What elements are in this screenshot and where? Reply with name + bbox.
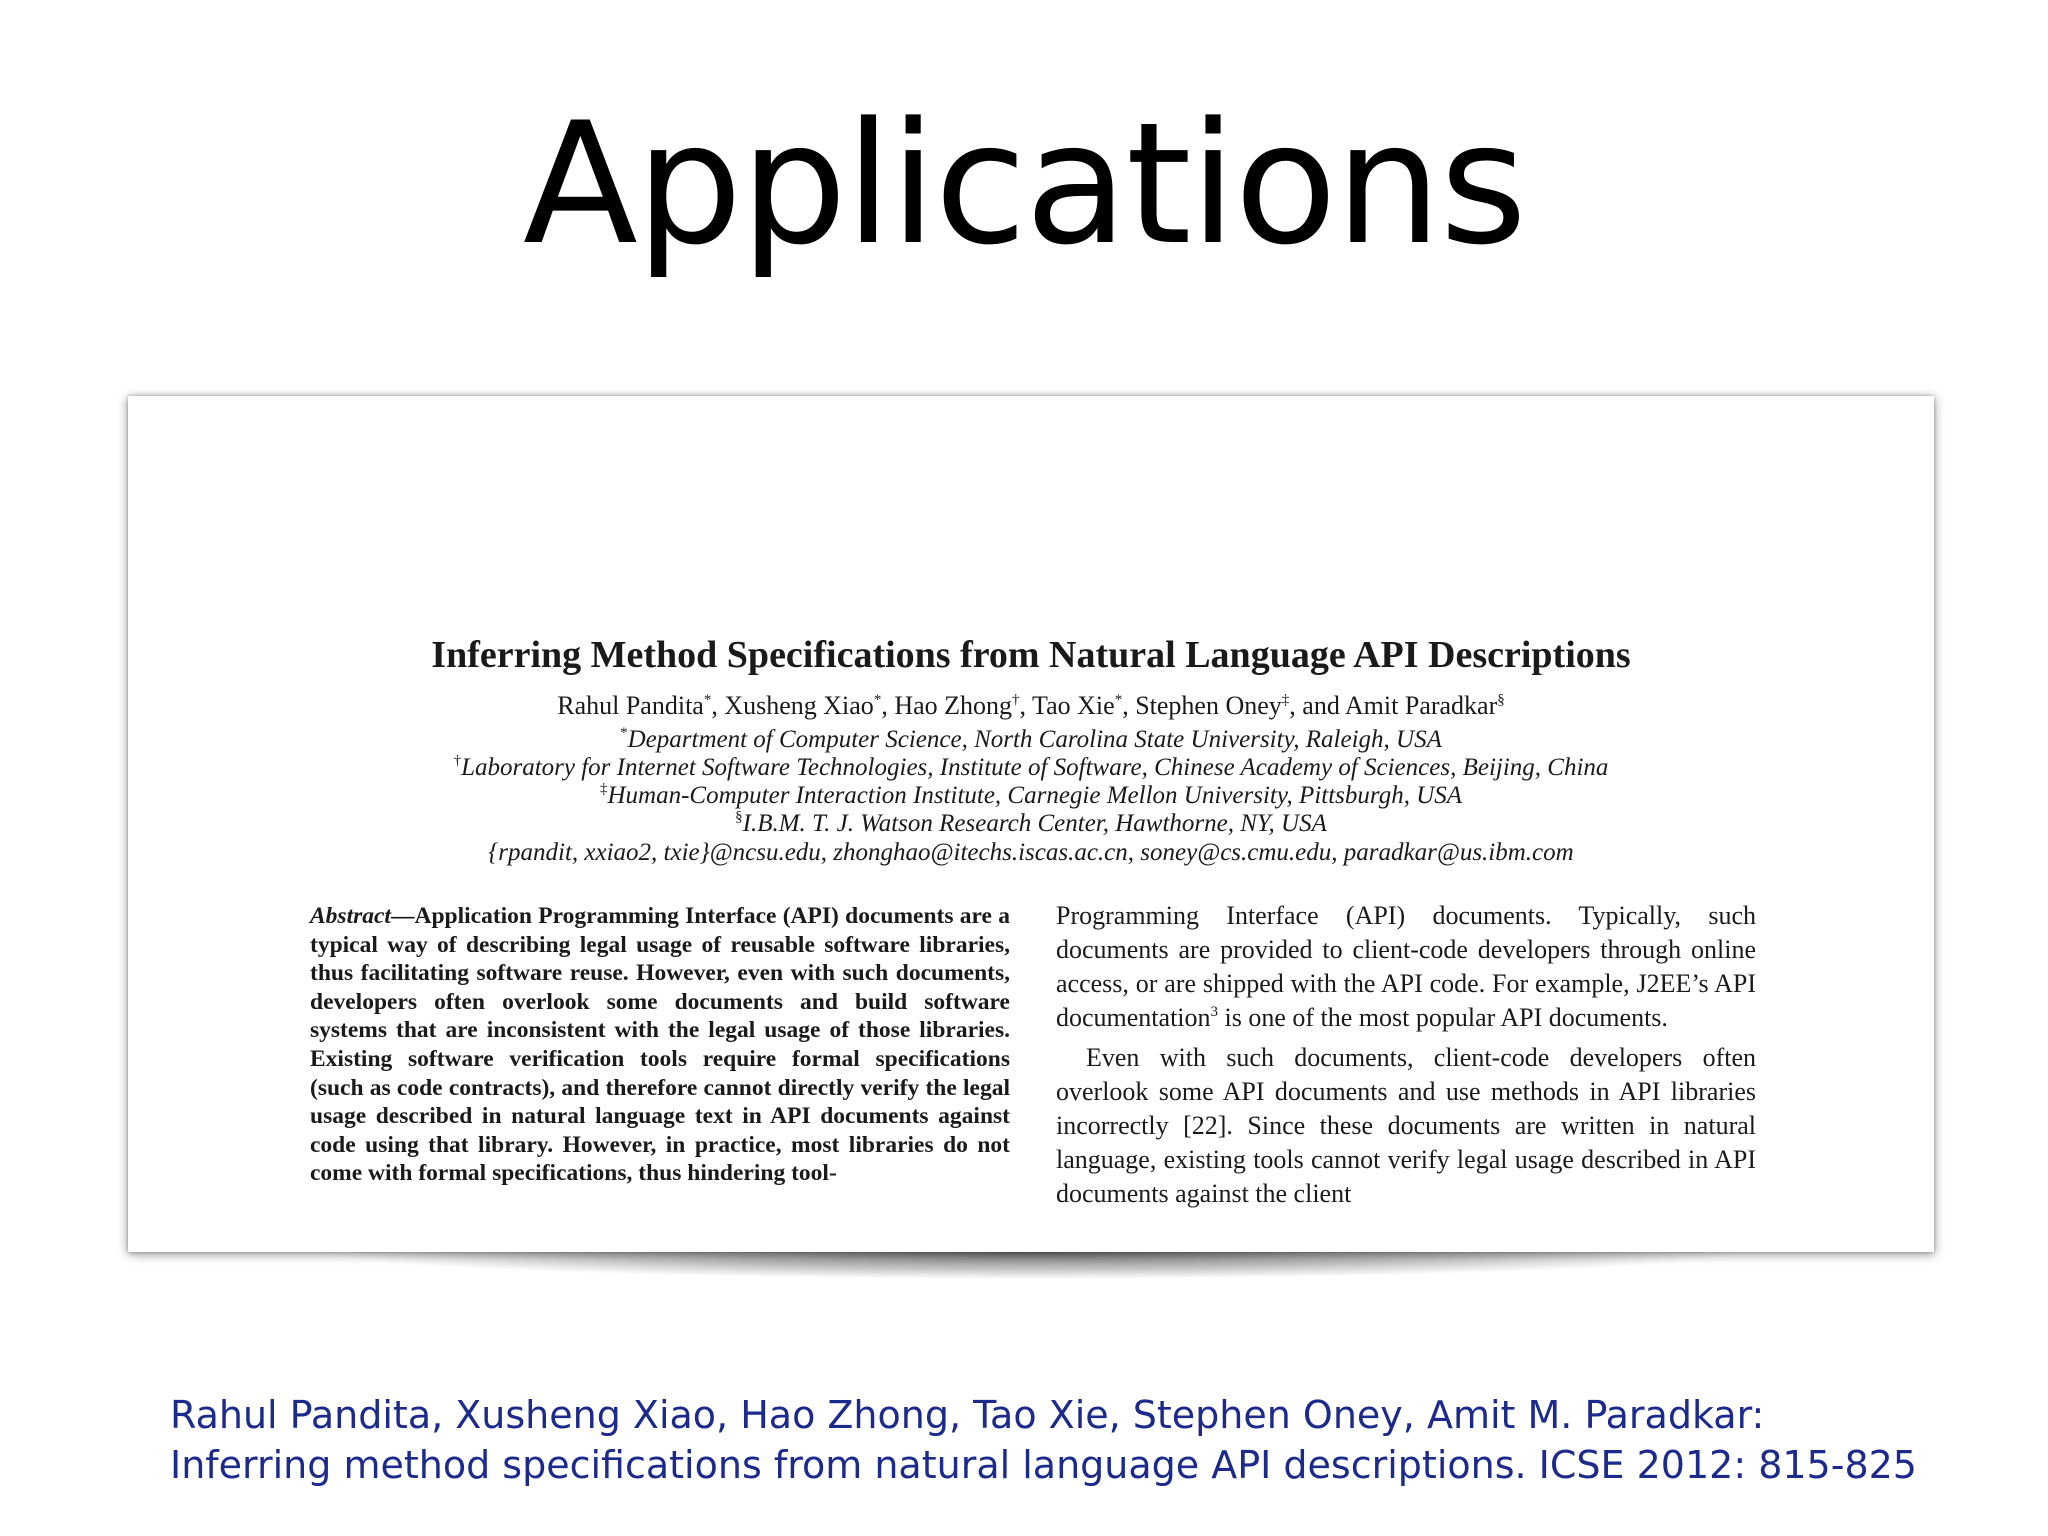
affiliation-line: *Department of Computer Science, North Carolina State University, Raleigh, USA — [620, 725, 1442, 753]
author-mark: † — [1012, 692, 1020, 708]
affiliation-line: ‡Human-Computer Interaction Institute, Carnegie Mellon University, Pittsburgh, USA — [599, 781, 1463, 809]
author-name: Hao Zhong — [894, 691, 1013, 720]
author-mark: * — [873, 692, 882, 708]
intro-paragraph-2: Even with such documents, client-code developers often overlook some API documents and use methods in API libraries incorrectly [22]. Since these documents are written in natural language, existing tools cannot verify legal usage described in API documents against the client — [1056, 1043, 1756, 1208]
citation-line-1: Rahul Pandita, Xusheng Xiao, Hao Zhong, Tao Xie, Stephen Oney, Amit M. Paradkar: — [170, 1393, 1765, 1437]
author-name: Rahul Pandita — [557, 691, 704, 720]
affiliation-line: †Laboratory for Internet Software Technologies, Institute of Software, Chinese Academy of Sciences, Beijing, China — [453, 753, 1609, 781]
page-curl-shadow — [122, 1252, 1940, 1288]
author-mark: * — [1114, 692, 1123, 708]
author-mark: * — [703, 692, 712, 708]
paper-excerpt-image — [128, 396, 1934, 1252]
author-name: Amit Paradkar — [1344, 691, 1498, 720]
abstract-text: —Application Programming Interface (API) documents are a typical way of describing legal usage of reusable software libraries, thus facilitating software reuse. However, even with such documents, developers often overlook some documents and build software systems that are inconsistent with the legal usage of those libraries. Existing software verification tools require formal specifications (such as code contracts), and therefore cannot directly verify the legal usage described in natural language text in API documents against code using that library. However, in practice, most libraries do not come with formal specifications, thus hindering tool- — [310, 903, 1010, 1187]
author-name: Tao Xie — [1032, 691, 1115, 720]
citation-line-2: Inferring method specifications from natural language API descriptions. ICSE 2012: 815-825 — [170, 1443, 1917, 1487]
intro-column — [1056, 899, 1756, 1211]
abstract-column — [310, 902, 1010, 1188]
abstract-label: Abstract — [310, 903, 391, 929]
slide-title: Applications — [522, 86, 1526, 282]
author-mark: § — [1497, 692, 1505, 708]
paper-authors: Rahul Pandita*, Xusheng Xiao*, Hao Zhong†, Tao Xie*, Stephen Oney‡, and Amit Paradkar§ — [557, 691, 1505, 720]
author-emails: {rpandit, xxiao2, txie}@ncsu.edu, zhonghao@itechs.iscas.ac.cn, soney@cs.cmu.edu, paradkar@us.ibm.com — [488, 839, 1574, 866]
footnote-mark: 3 — [1210, 1004, 1219, 1020]
author-name: Xusheng Xiao — [724, 691, 874, 720]
author-mark: ‡ — [1281, 692, 1290, 708]
affiliation-line: §I.B.M. T. J. Watson Research Center, Hawthorne, NY, USA — [735, 809, 1327, 837]
author-name: Stephen Oney — [1135, 691, 1282, 720]
citation — [170, 1390, 2010, 1490]
excerpt-cutoff — [128, 1214, 1934, 1252]
paper-title: Inferring Method Specifications from Natural Language API Descriptions — [431, 634, 1631, 676]
intro-paragraph-1: Programming Interface (API) documents. Typically, such documents are provided to client-code developers through online access, or are shipped with the API code. For example, J2EE’s API documentation$^3$ is one of the most popular API documents. — [1056, 901, 1756, 1032]
